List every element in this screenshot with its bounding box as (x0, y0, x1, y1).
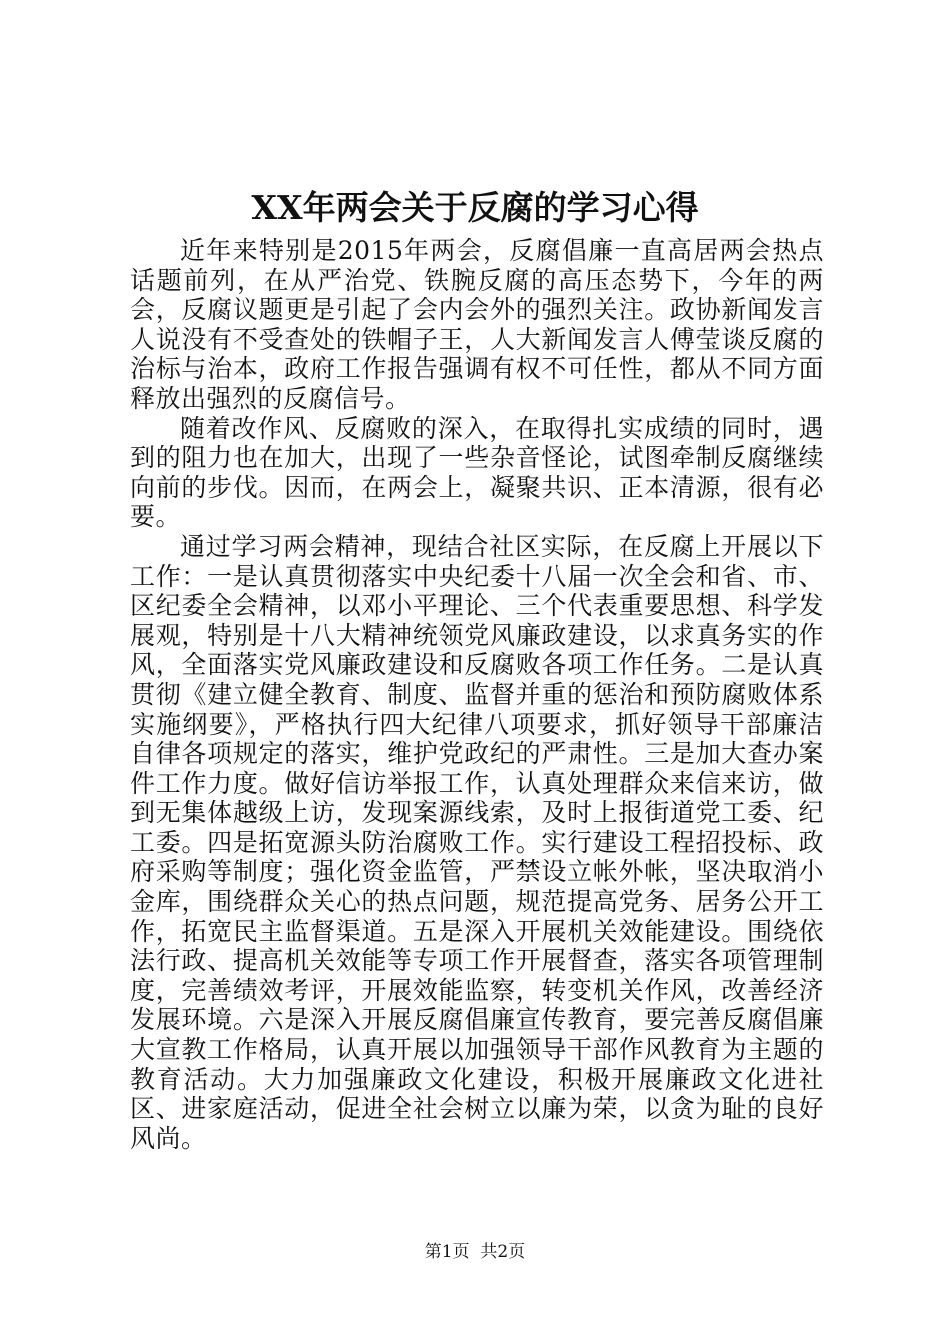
page-number: 第1页 (424, 1242, 470, 1262)
paragraph-resistance: 随着改作风、反腐败的深入，在取得扎实成绩的同时，遇到的阻力也在加大，出现了一些杂音怪论，试图牵制反腐继续向前的步伐。因而，在两会上，凝聚共识、正本清源，很有必要。 (130, 413, 824, 532)
paragraph-intro: 近年来特别是2015年两会，反腐倡廉一直高居两会热点话题前列，在从严治党、铁腕反腐的高压态势下，今年的两会，反腐议题更是引起了会内会外的强烈关注。政协新闻发言人说没有不受查处的铁帽子王，人大新闻发言人傅莹谈反腐的治标与治本，政府工作报告强调有权不可任性，都从不同方面释放出强烈的反腐信号。 (130, 236, 824, 413)
paragraph-work-plan: 通过学习两会精神，现结合社区实际，在反腐上开展以下工作：一是认真贯彻落实中央纪委十八届一次全会和省、市、区纪委全会精神，以邓小平理论、三个代表重要思想、科学发展观，特别是十八大精神统领党风廉政建设，以求真务实的作风，全面落实党风廉政建设和反腐败各项工作任务。二是认真贯彻《建立健全教育、制度、监督并重的惩治和预防腐败体系实施纲要》，严格执行四大纪律八项要求，抓好领导干部廉洁自律各项规定的落实，维护党政纪的严肃性。三是加大查办案件工作力度。做好信访举报工作，认真处理群众来信来访，做到无集体越级上访，发现案源线索，及时上报街道党工委、纪工委。四是拓宽源头防治腐败工作。实行建设工程招投标、政府采购等制度；强化资金监管，严禁设立帐外帐，坚决取消小金库，围绕群众关心的热点问题，规范提高党务、居务公开工作，拓宽民主监督渠道。五是深入开展机关效能建设。围绕依法行政、提高机关效能等专项工作开展督查，落实各项管理制度，完善绩效考评，开展效能监察，转变机关作风，改善经济发展环境。六是深入开展反腐倡廉宣传教育，要完善反腐倡廉大宣教工作格局，认真开展以加强领导干部作风教育为主题的教育活动。大力加强廉政文化建设，积极开展廉政文化进社区、进家庭活动，促进全社会树立以廉为荣，以贪为耻的良好风尚。 (130, 531, 824, 1153)
document-body (130, 236, 824, 1153)
page-total: 共2页 (480, 1242, 526, 1262)
footer-separator (470, 1242, 481, 1262)
document-title: XX年两会关于反腐的学习心得 (251, 188, 699, 227)
page-footer (0, 1240, 950, 1264)
